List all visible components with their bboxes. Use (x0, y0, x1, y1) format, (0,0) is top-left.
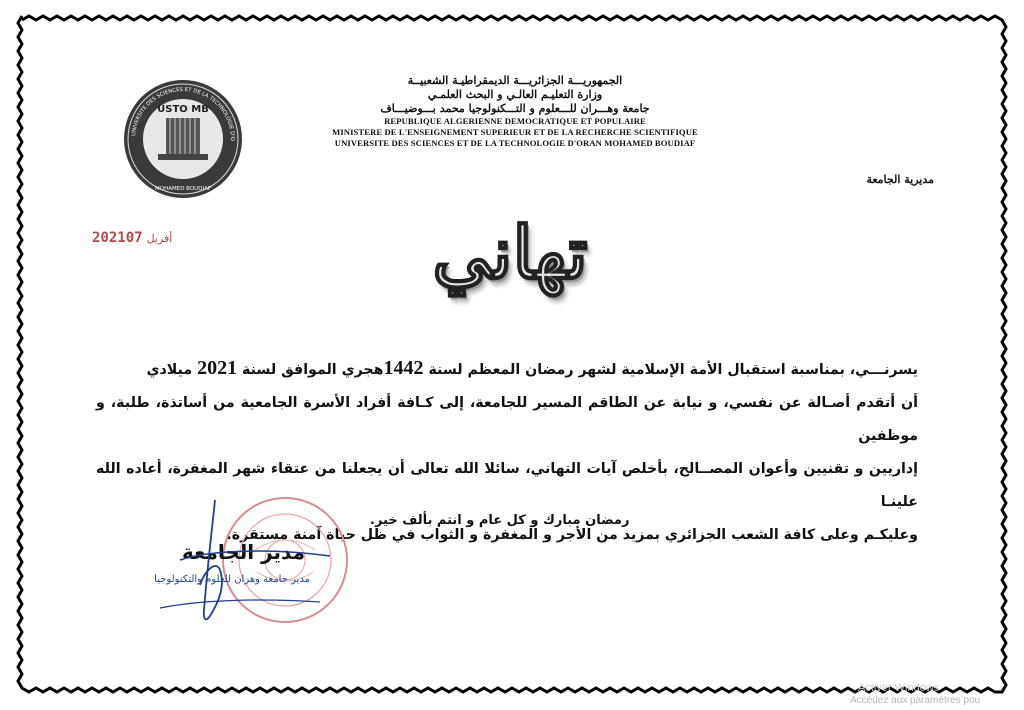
date-day: 07 (125, 230, 143, 246)
windows-settings-watermark: Accédez aux paramètres pou (850, 695, 981, 706)
body-line-1-b: هجري الموافق لسنة (242, 362, 384, 378)
university-logo (122, 78, 244, 200)
handwritten-signature (120, 490, 360, 640)
body-line-1-c: ميلادي (146, 362, 193, 378)
body-line-3: إداريين و تقنيين وأعوان المصــالح، بأخلص آيات التهاني، سائلا الله تعالى أن يجعلنا من عتقاء شهر المغفرة، أعاده الله علينـا (96, 461, 918, 510)
logo-ring-text: UNIVERSITE DES SCIENCES ET DE LA TECHNOLOGIE D'O (131, 86, 236, 142)
page-title: تهاني (432, 210, 588, 295)
date-stamp (92, 230, 176, 246)
body-line-1-a: يسرنـــي، بمناسبة استقبال الأمة الإسلامية لشهر رمضان المعظم لسنة (428, 362, 918, 378)
date-year: 2021 (92, 230, 126, 246)
windows-activation-watermark: Activer Windows (858, 682, 940, 694)
logo-abbrev: USTO MB (157, 104, 209, 115)
header-ar-ministry: وزارة التعليـم العالـي و البحث العلمـي (427, 88, 603, 101)
signature-subtitle: مدير جامعة وهران للعلوم والتكنولوجيا (154, 574, 310, 585)
header-fr-ministry: MINISTERE DE L'ENSEIGNEMENT SUPERIEUR ET DE LA RECHERCHE SCIENTIFIQUE (332, 127, 698, 137)
directorate-label: مديرية الجامعة (866, 173, 934, 186)
header-fr-republic: REPUBLIQUE ALGERIENNE DEMOCRATIQUE ET POPULAIRE (384, 116, 646, 126)
header-ar-university: جامعة وهـــران للـــعلوم و التـــكنولوجيا محمد بـــوضيـــاف (380, 102, 650, 115)
gregorian-year: 2021 (197, 357, 238, 379)
logo-ring-bottom: MOHAMED BOUDIAF (155, 186, 211, 192)
signature-title: مدير الجامعة (182, 540, 305, 564)
body-line-4: وعليكـم وعلى كافة الشعب الجزائري بمزيد من الأجر و المغفرة و الثواب في ظل حياة آمنة مستقرة. (226, 527, 918, 543)
date-month: أفريل (146, 232, 173, 245)
body-line-1 (96, 352, 918, 387)
hijri-year: 1442 (383, 357, 424, 379)
header-fr-university: UNIVERSITE DES SCIENCES ET DE LA TECHNOLOGIE D'ORAN MOHAMED BOUDIAF (334, 138, 696, 148)
header-ar-republic: الجمهوريـــة الجزائريـــة الديمقراطيـة الشعبيــة (407, 74, 623, 87)
body-line-2: أن أتقدم أصـالة عن نفسي، و نيابة عن الطاقم المسير للجامعة، إلى كـافة أفراد الأسرة الجامعية من أساتذة، طلبة، و موظفين (96, 395, 918, 444)
letterhead (290, 74, 740, 149)
closing-greeting: رمضان مبارك و كل عام و انتم بألف خير. (370, 513, 630, 528)
